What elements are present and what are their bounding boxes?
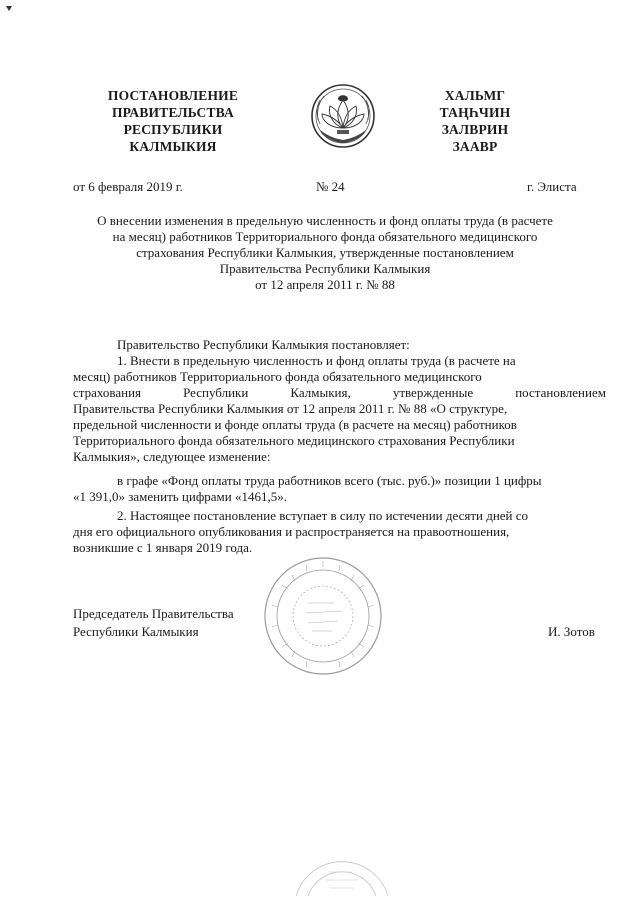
header-right-line: ХАЛЬМГ xyxy=(444,88,506,103)
header-left-line: ПРАВИТЕЛЬСТВА xyxy=(111,105,234,120)
document-number: № 24 xyxy=(316,179,345,194)
signatory-title-line: Председатель Правительства xyxy=(73,606,234,621)
kalmykia-emblem-icon xyxy=(308,80,378,152)
paragraph-1-line: месяц) работников Территориального фонда обязательного медицинского xyxy=(73,369,482,384)
word: страхования xyxy=(73,385,142,400)
header-right-line: ЗААВР xyxy=(452,139,498,154)
paragraph-3-line: 2. Настоящее постановление вступает в силу по истечении десяти дней со xyxy=(117,508,529,523)
paragraph-1-line: Калмыкия», следующее изменение: xyxy=(73,449,271,464)
paragraph-1-line: Территориального фонда обязательного медицинского страхования Республики xyxy=(73,433,515,448)
paragraph-1-line: 1. Внести в предельную численность и фонд оплаты труда (в расчете на xyxy=(117,353,516,368)
header-left-line: КАЛМЫКИЯ xyxy=(129,139,217,154)
paragraph-1-line: предельной численности и фонде оплаты труда (в расчете на месяц) работников xyxy=(73,417,517,432)
document-city: г. Элиста xyxy=(527,179,577,194)
title-line: от 12 апреля 2011 г. № 88 xyxy=(255,277,395,292)
intro-line: Правительство Республики Калмыкия постановляет: xyxy=(117,337,410,352)
title-line: Правительства Республики Калмыкия xyxy=(219,261,431,276)
paragraph-1-justified-line xyxy=(73,385,606,401)
header-left-line: ПОСТАНОВЛЕНИЕ xyxy=(107,88,239,103)
seal-stamp-icon xyxy=(262,555,384,677)
header-right-line: ЗАЛВРИН xyxy=(441,122,509,137)
faint-stamp-icon xyxy=(292,826,392,896)
paragraph-3-line: дня его официального опубликования и распространяется на правоотношения, xyxy=(73,524,510,539)
paragraph-2-line: «1 391,0» заменить цифрами «1461,5». xyxy=(73,489,287,504)
title-line: на месяц) работников Территориального фонда обязательного медицинского xyxy=(112,229,538,244)
title-line: О внесении изменения в предельную численность и фонд оплаты труда (в расчете xyxy=(97,213,553,228)
document-date: от 6 февраля 2019 г. xyxy=(73,179,183,194)
paragraph-3-line: возникшие с 1 января 2019 года. xyxy=(73,540,253,555)
signatory-name: И. Зотов xyxy=(548,624,595,639)
word: Республики xyxy=(183,385,249,400)
header-left-line: РЕСПУБЛИКИ xyxy=(123,122,223,137)
header-right-line: ТАҢҺЧИН xyxy=(439,105,511,120)
header-right-title xyxy=(410,87,540,155)
word: постановлением xyxy=(515,385,606,400)
signatory-title-line: Республики Калмыкия xyxy=(73,624,199,639)
document-title xyxy=(60,213,590,293)
paragraph-1-line: Правительства Республики Калмыкия от 12 апреля 2011 г. № 88 «О структуре, xyxy=(73,401,508,416)
word: Калмыкия, xyxy=(290,385,351,400)
paragraph-2-line: в графе «Фонд оплаты труда работников всего (тыс. руб.)» позиции 1 цифры xyxy=(117,473,542,488)
header-left-title xyxy=(88,87,258,155)
title-line: страхования Республики Калмыкия, утвержденные постановлением xyxy=(136,245,514,260)
corner-mark-icon xyxy=(6,6,12,12)
word: утвержденные xyxy=(392,385,474,400)
